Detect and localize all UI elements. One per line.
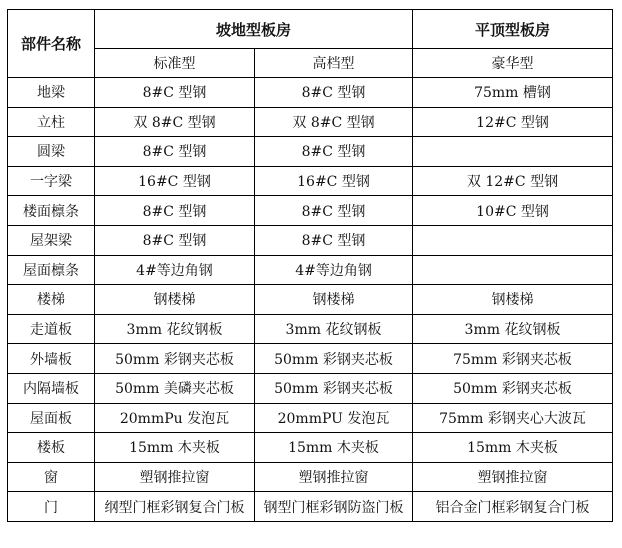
cell-premium: 8#C 型钢 — [255, 196, 413, 226]
row-part-cell: 内隔墙板 — [8, 373, 95, 403]
cell-standard: 8#C 型钢 — [95, 225, 255, 255]
table-row — [8, 403, 613, 433]
cell-standard: 50mm 美磷夹芯板 — [95, 373, 255, 403]
cell-standard: 8#C 型钢 — [95, 196, 255, 226]
row-part-cell: 立柱 — [8, 107, 95, 137]
row-part-cell: 楼梯 — [8, 285, 95, 315]
table-row — [8, 433, 613, 463]
table-row — [8, 344, 613, 374]
cell-standard: 纲型门框彩钢复合门板 — [95, 492, 255, 522]
table-row — [8, 285, 613, 315]
row-part-cell: 走道板 — [8, 314, 95, 344]
table-row — [8, 255, 613, 285]
cell-luxury — [413, 225, 613, 255]
table-body — [8, 78, 613, 522]
row-part-cell: 屋架梁 — [8, 225, 95, 255]
cell-premium: 15mm 木夹板 — [255, 433, 413, 463]
row-part-cell: 屋面檩条 — [8, 255, 95, 285]
cell-luxury: 15mm 木夹板 — [413, 433, 613, 463]
cell-luxury: 铝合金门框彩钢复合门板 — [413, 492, 613, 522]
table-row — [8, 107, 613, 137]
cell-premium: 双 8#C 型钢 — [255, 107, 413, 137]
header-luxury: 豪华型 — [413, 49, 613, 78]
cell-luxury: 12#C 型钢 — [413, 107, 613, 137]
header-row-subtypes — [8, 49, 613, 78]
cell-luxury — [413, 137, 613, 167]
cell-luxury — [413, 255, 613, 285]
cell-premium: 8#C 型钢 — [255, 78, 413, 108]
table-row — [8, 166, 613, 196]
row-part-cell: 一字梁 — [8, 166, 95, 196]
cell-standard: 8#C 型钢 — [95, 78, 255, 108]
table-row — [8, 373, 613, 403]
cell-premium: 50mm 彩钢夹芯板 — [255, 373, 413, 403]
cell-luxury: 75mm 槽钢 — [413, 78, 613, 108]
header-standard: 标准型 — [95, 49, 255, 78]
cell-luxury: 50mm 彩钢夹芯板 — [413, 373, 613, 403]
table-row — [8, 196, 613, 226]
row-part-cell: 屋面板 — [8, 403, 95, 433]
cell-luxury: 双 12#C 型钢 — [413, 166, 613, 196]
row-part-cell: 圆梁 — [8, 137, 95, 167]
cell-standard: 8#C 型钢 — [95, 137, 255, 167]
table-row — [8, 225, 613, 255]
cell-standard: 3mm 花纹钢板 — [95, 314, 255, 344]
spec-table — [7, 9, 613, 522]
header-flat-type: 平顶型板房 — [413, 10, 613, 49]
cell-premium: 8#C 型钢 — [255, 225, 413, 255]
cell-luxury: 75mm 彩钢夹心大波瓦 — [413, 403, 613, 433]
cell-standard: 钢楼梯 — [95, 285, 255, 315]
cell-premium: 16#C 型钢 — [255, 166, 413, 196]
row-part-cell: 外墙板 — [8, 344, 95, 374]
table-row — [8, 137, 613, 167]
table-row — [8, 314, 613, 344]
table-row — [8, 492, 613, 522]
cell-standard: 双 8#C 型钢 — [95, 107, 255, 137]
cell-premium: 20mmPU 发泡瓦 — [255, 403, 413, 433]
header-part-name: 部件名称 — [8, 10, 95, 78]
cell-luxury: 钢楼梯 — [413, 285, 613, 315]
cell-luxury: 3mm 花纹钢板 — [413, 314, 613, 344]
cell-standard: 50mm 彩钢夹芯板 — [95, 344, 255, 374]
cell-luxury: 75mm 彩钢夹芯板 — [413, 344, 613, 374]
row-part-cell: 地梁 — [8, 78, 95, 108]
cell-standard: 4#等边角钢 — [95, 255, 255, 285]
row-part-cell: 楼面檩条 — [8, 196, 95, 226]
cell-luxury: 10#C 型钢 — [413, 196, 613, 226]
cell-luxury: 塑钢推拉窗 — [413, 462, 613, 492]
cell-standard: 塑钢推拉窗 — [95, 462, 255, 492]
cell-premium: 50mm 彩钢夹芯板 — [255, 344, 413, 374]
cell-standard: 16#C 型钢 — [95, 166, 255, 196]
row-part-cell: 窗 — [8, 462, 95, 492]
cell-premium: 3mm 花纹钢板 — [255, 314, 413, 344]
cell-premium: 塑钢推拉窗 — [255, 462, 413, 492]
spec-table-container — [7, 9, 612, 522]
table-row — [8, 462, 613, 492]
header-row-groups — [8, 10, 613, 49]
cell-premium: 钢楼梯 — [255, 285, 413, 315]
header-premium: 高档型 — [255, 49, 413, 78]
cell-standard: 15mm 木夹板 — [95, 433, 255, 463]
cell-standard: 20mmPu 发泡瓦 — [95, 403, 255, 433]
table-row — [8, 78, 613, 108]
cell-premium: 钢型门框彩钢防盗门板 — [255, 492, 413, 522]
header-slope-type: 坡地型板房 — [95, 10, 413, 49]
row-part-cell: 门 — [8, 492, 95, 522]
row-part-cell: 楼板 — [8, 433, 95, 463]
cell-premium: 8#C 型钢 — [255, 137, 413, 167]
cell-premium: 4#等边角钢 — [255, 255, 413, 285]
